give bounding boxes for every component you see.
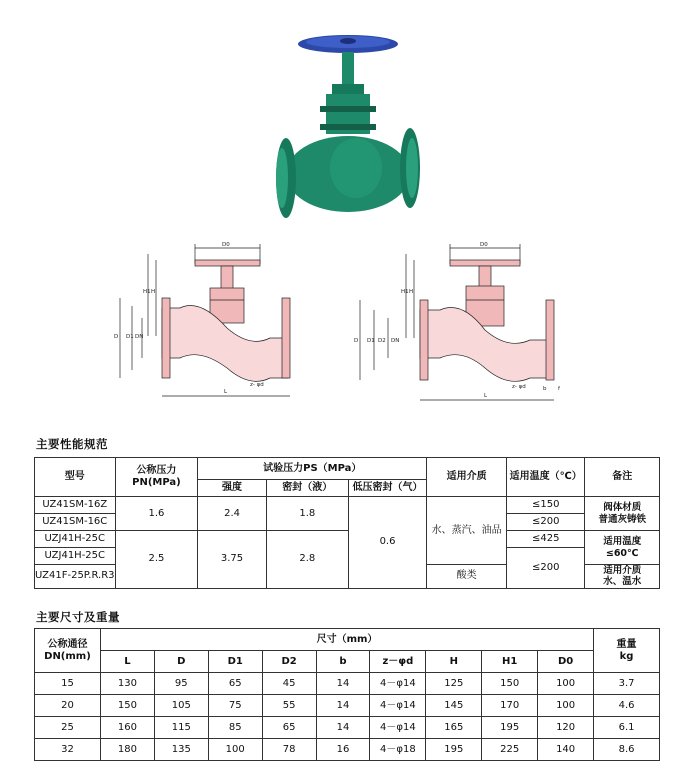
label-d: D: [114, 334, 119, 340]
cell: 65: [262, 717, 316, 739]
label-d1: D1: [367, 338, 375, 344]
label-bolt: z- φd: [250, 382, 264, 388]
header-col: H1: [482, 651, 538, 673]
performance-title: 主要性能规范: [36, 437, 108, 451]
cell-temp: ≤200: [507, 514, 585, 531]
cell-medium: 酸类: [427, 565, 507, 589]
cell: 14: [316, 695, 370, 717]
cell-seal-liquid: 2.8: [266, 531, 348, 589]
cell-remark: 阀体材质 普通灰铸铁: [585, 497, 660, 531]
cell: 150: [100, 695, 154, 717]
cell: 14: [316, 717, 370, 739]
label-h1: H1: [143, 289, 151, 295]
cell-pn: 1.6: [115, 497, 198, 531]
cell: 78: [262, 739, 316, 761]
cell: 125: [426, 673, 482, 695]
header-strength: 强度: [198, 480, 266, 497]
cell-model: UZJ41H-25C: [35, 548, 116, 565]
cell: 140: [538, 739, 594, 761]
label-dn: DN: [135, 334, 144, 340]
label-l: L: [224, 389, 228, 395]
label-f: f: [558, 386, 560, 392]
cell-strength: 2.4: [198, 497, 266, 531]
cell-weight: 8.6: [594, 739, 660, 761]
cell: 105: [154, 695, 208, 717]
table-row: [35, 717, 660, 739]
label-d0: D0: [222, 242, 230, 248]
header-remarks: 备注: [585, 458, 660, 497]
label-h: H: [151, 289, 156, 295]
label-b: b: [543, 386, 547, 392]
cell-weight: 3.7: [594, 673, 660, 695]
table-row: [35, 695, 660, 717]
label-d2: D2: [378, 338, 386, 344]
label-h1: H1: [401, 289, 409, 295]
cell-remark: 适用介质 水、温水: [585, 565, 660, 589]
cell: 145: [426, 695, 482, 717]
cell: 95: [154, 673, 208, 695]
header-col: D1: [208, 651, 262, 673]
cell-pn: 2.5: [115, 531, 198, 589]
cell: 195: [482, 717, 538, 739]
header-col: D: [154, 651, 208, 673]
cell: 100: [538, 695, 594, 717]
dimensions-title: 主要尺寸及重量: [36, 610, 120, 624]
table-row: [35, 739, 660, 761]
cell-temp: ≤150: [507, 497, 585, 514]
cell: 160: [100, 717, 154, 739]
label-l: L: [484, 393, 488, 399]
cell: 45: [262, 673, 316, 695]
header-col: D2: [262, 651, 316, 673]
cell-dn: 15: [35, 673, 101, 695]
header-model: 型号: [35, 458, 116, 497]
cell: 4－φ14: [370, 695, 426, 717]
header-size: 尺寸（mm）: [100, 629, 593, 651]
label-dn: DN: [391, 338, 400, 344]
cell: 135: [154, 739, 208, 761]
header-medium: 适用介质: [427, 458, 507, 497]
cell-seal-liquid: 1.8: [266, 497, 348, 531]
cell: 75: [208, 695, 262, 717]
header-pn: 公称压力 PN(MPa): [115, 458, 198, 497]
header-seal-gas: 低压密封（气）: [348, 480, 426, 497]
cell-model: UZ41SM-16Z: [35, 497, 116, 514]
label-h: H: [409, 289, 414, 295]
cell-model: UZ41SM-16C: [35, 514, 116, 531]
cell: 4－φ14: [370, 673, 426, 695]
header-test-pressure: 试验压力PS（MPa）: [198, 458, 427, 480]
label-d0: D0: [480, 242, 488, 248]
cell-temp: ≤200: [507, 548, 585, 589]
header-col: b: [316, 651, 370, 673]
table-row: [35, 673, 660, 695]
header-col: z－φd: [370, 651, 426, 673]
label-bolt: z- φd: [512, 384, 526, 390]
cell: 120: [538, 717, 594, 739]
cell-seal-gas: 0.6: [348, 497, 426, 589]
cell-model: UZ41F-25P.R.R3: [35, 565, 116, 589]
cell: 55: [262, 695, 316, 717]
cell: 115: [154, 717, 208, 739]
cell-medium: 水、蒸汽、油品: [427, 497, 507, 565]
cell: 130: [100, 673, 154, 695]
cell: 100: [208, 739, 262, 761]
cell: 225: [482, 739, 538, 761]
cell: 100: [538, 673, 594, 695]
cell-weight: 6.1: [594, 717, 660, 739]
header-col: D0: [538, 651, 594, 673]
cell: 65: [208, 673, 262, 695]
dimensions-table: [34, 628, 660, 761]
cell: 180: [100, 739, 154, 761]
header-weight: 重量 kg: [594, 629, 660, 673]
cell: 4－φ14: [370, 717, 426, 739]
cell-temp: ≤425: [507, 531, 585, 548]
label-d: D: [354, 338, 359, 344]
cell: 14: [316, 673, 370, 695]
cell: 195: [426, 739, 482, 761]
cell: 150: [482, 673, 538, 695]
left-cross-section-drawing: [100, 238, 310, 408]
cell: 165: [426, 717, 482, 739]
cell: 170: [482, 695, 538, 717]
cell-dn: 32: [35, 739, 101, 761]
header-seal-liquid: 密封（液）: [266, 480, 348, 497]
right-cross-section-drawing: [350, 238, 570, 408]
cell: 4－φ18: [370, 739, 426, 761]
header-dn: 公称通径 DN(mm): [35, 629, 101, 673]
performance-table: [34, 457, 660, 589]
cell-dn: 25: [35, 717, 101, 739]
cell-model: UZJ41H-25C: [35, 531, 116, 548]
valve-illustration: [276, 35, 420, 218]
cell-remark: 适用温度 ≤60℃: [585, 531, 660, 565]
header-temp: 适用温度（℃）: [507, 458, 585, 497]
label-d1: D1: [126, 334, 134, 340]
cell: 85: [208, 717, 262, 739]
header-col: H: [426, 651, 482, 673]
cell: 16: [316, 739, 370, 761]
valve-photo: [260, 28, 440, 228]
cell-weight: 4.6: [594, 695, 660, 717]
cell-strength: 3.75: [198, 531, 266, 589]
cell-dn: 20: [35, 695, 101, 717]
header-col: L: [100, 651, 154, 673]
